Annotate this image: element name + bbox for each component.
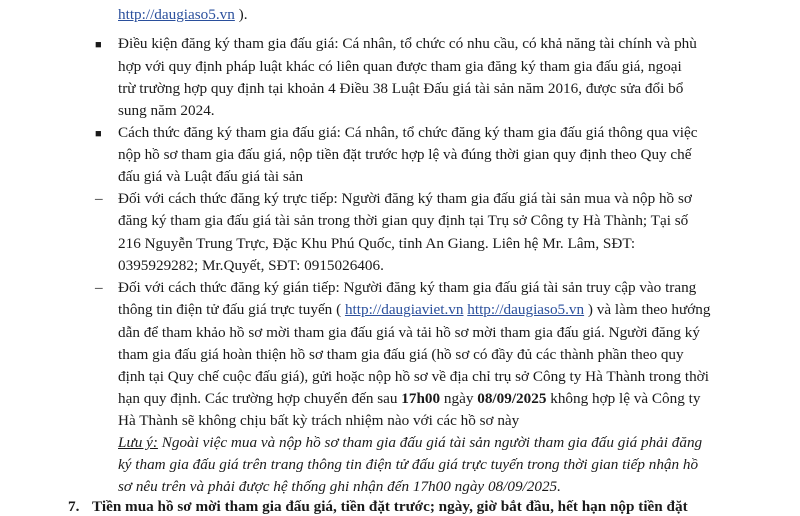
gian-tiep-line-2 [118, 301, 710, 319]
bullet-icon: ■ [95, 128, 102, 140]
gian-tiep-line-7: Hà Thành sẽ không chịu bất kỳ trách nhiệm nào với các hồ sơ này [118, 412, 520, 429]
gian-tiep-line-2-suffix: ) và làm theo hướng [584, 301, 711, 318]
top-fragment-suffix: ). [234, 6, 248, 23]
gian-tiep-line-6-suffix: không hợp lệ và Công ty [546, 390, 701, 407]
truc-tiep-line-3: 216 Nguyễn Trung Trực, Đặc Khu Phú Quốc, tỉnh An Giang. Liên hệ Mr. Lâm, SĐT: [118, 235, 636, 252]
gian-tiep-line-1: Đối với cách thức đăng ký gián tiếp: Người đăng ký tham gia đấu giá tài sản truy cập vào trang [118, 279, 697, 296]
dash-marker: – [95, 279, 103, 296]
link-daugiaviet[interactable]: http://daugiaviet.vn [344, 301, 464, 318]
truc-tiep-line-4: 0395929282; Mr.Quyết, SĐT: 0915026406. [118, 257, 384, 274]
item-7-number: 7. [68, 498, 80, 515]
dieu-kien-line-2: hợp với quy định pháp luật khác có liên quan được tham gia đăng ký tham gia đấu giá, ngoại [118, 58, 682, 75]
dieu-kien-line-4: sung năm 2024. [118, 102, 215, 119]
luu-y-line-1-rest: Ngoài việc mua và nộp hồ sơ tham gia đấu giá tài sản người tham gia đấu giá phải đăng [157, 434, 703, 451]
deadline-time: 17h00 [401, 390, 441, 407]
gian-tiep-line-4: tham gia đấu giá hoàn thiện hồ sơ tham gia đấu giá (hồ sơ có đầy đủ các thành phần theo quy [118, 346, 684, 363]
cach-thuc-line-2: nộp hồ sơ tham gia đấu giá, nộp tiền đặt trước hợp lệ và đúng thời gian quy định theo Quy chế [118, 146, 692, 163]
luu-y-line-2: ký tham gia đấu giá trên trang thông tin điện tử đấu giá trực tuyến trong thời gian tiếp nhận hồ [118, 456, 699, 473]
item-7-heading: Tiền mua hồ sơ mời tham gia đấu giá, tiền đặt trước; ngày, giờ bắt đầu, hết hạn nộp tiền đặt [92, 498, 688, 515]
gian-tiep-line-5: định tại Quy chế cuộc đấu giá), gửi hoặc nộp hồ sơ về địa chỉ trụ sở Công ty Hà Thành trong thời [118, 368, 709, 385]
link-daugiaso5-top[interactable]: http://daugiaso5.vn [118, 6, 235, 23]
dash-marker: – [95, 190, 103, 207]
dieu-kien-line-3: trừ trường hợp quy định tại khoản 4 Điều 38 Luật Đấu giá tài sản năm 2016, được sửa đổi bổ [118, 80, 684, 97]
gian-tiep-line-6-mid: ngày [440, 390, 478, 407]
luu-y-line-3: sơ nêu trên và phải được hệ thống ghi nhận đến 17h00 ngày 08/09/2025. [118, 478, 561, 495]
gian-tiep-line-2-prefix: thông tin điện tử đấu giá trực tuyến ( [118, 301, 345, 318]
gian-tiep-line-3: dẫn để tham khảo hồ sơ mời tham gia đấu giá và tải hồ sơ mời tham gia đấu giá. Người đăng ký [118, 324, 700, 341]
truc-tiep-line-1: Đối với cách thức đăng ký trực tiếp: Người đăng ký tham gia đấu giá tài sản mua và nộp hồ sơ [118, 190, 692, 207]
top-fragment-line [118, 6, 248, 24]
link-daugiaso5[interactable]: http://daugiaso5.vn [467, 301, 585, 318]
dieu-kien-line-1: Điều kiện đăng ký tham gia đấu giá: Cá nhân, tổ chức có nhu cầu, có khả năng tài chính và phù [118, 35, 697, 52]
truc-tiep-line-2: đăng ký tham gia đấu giá tài sản trong thời gian quy định tại Trụ sở Công ty Hà Thành; Tại số [118, 212, 689, 229]
cach-thuc-line-3: đấu giá và Luật đấu giá tài sản [118, 168, 304, 185]
gian-tiep-line-6-prefix: hạn quy định. Các trường hợp chuyển đến sau [118, 390, 402, 407]
deadline-date: 08/09/2025 [477, 390, 547, 407]
cach-thuc-line-1: Cách thức đăng ký tham gia đấu giá: Cá nhân, tổ chức đăng ký tham gia đấu giá thông qua việc [118, 124, 698, 141]
luu-y-label: Lưu ý: [118, 434, 158, 451]
luu-y-line-1 [118, 434, 702, 452]
bullet-icon: ■ [95, 39, 102, 51]
gian-tiep-line-6 [118, 390, 700, 408]
